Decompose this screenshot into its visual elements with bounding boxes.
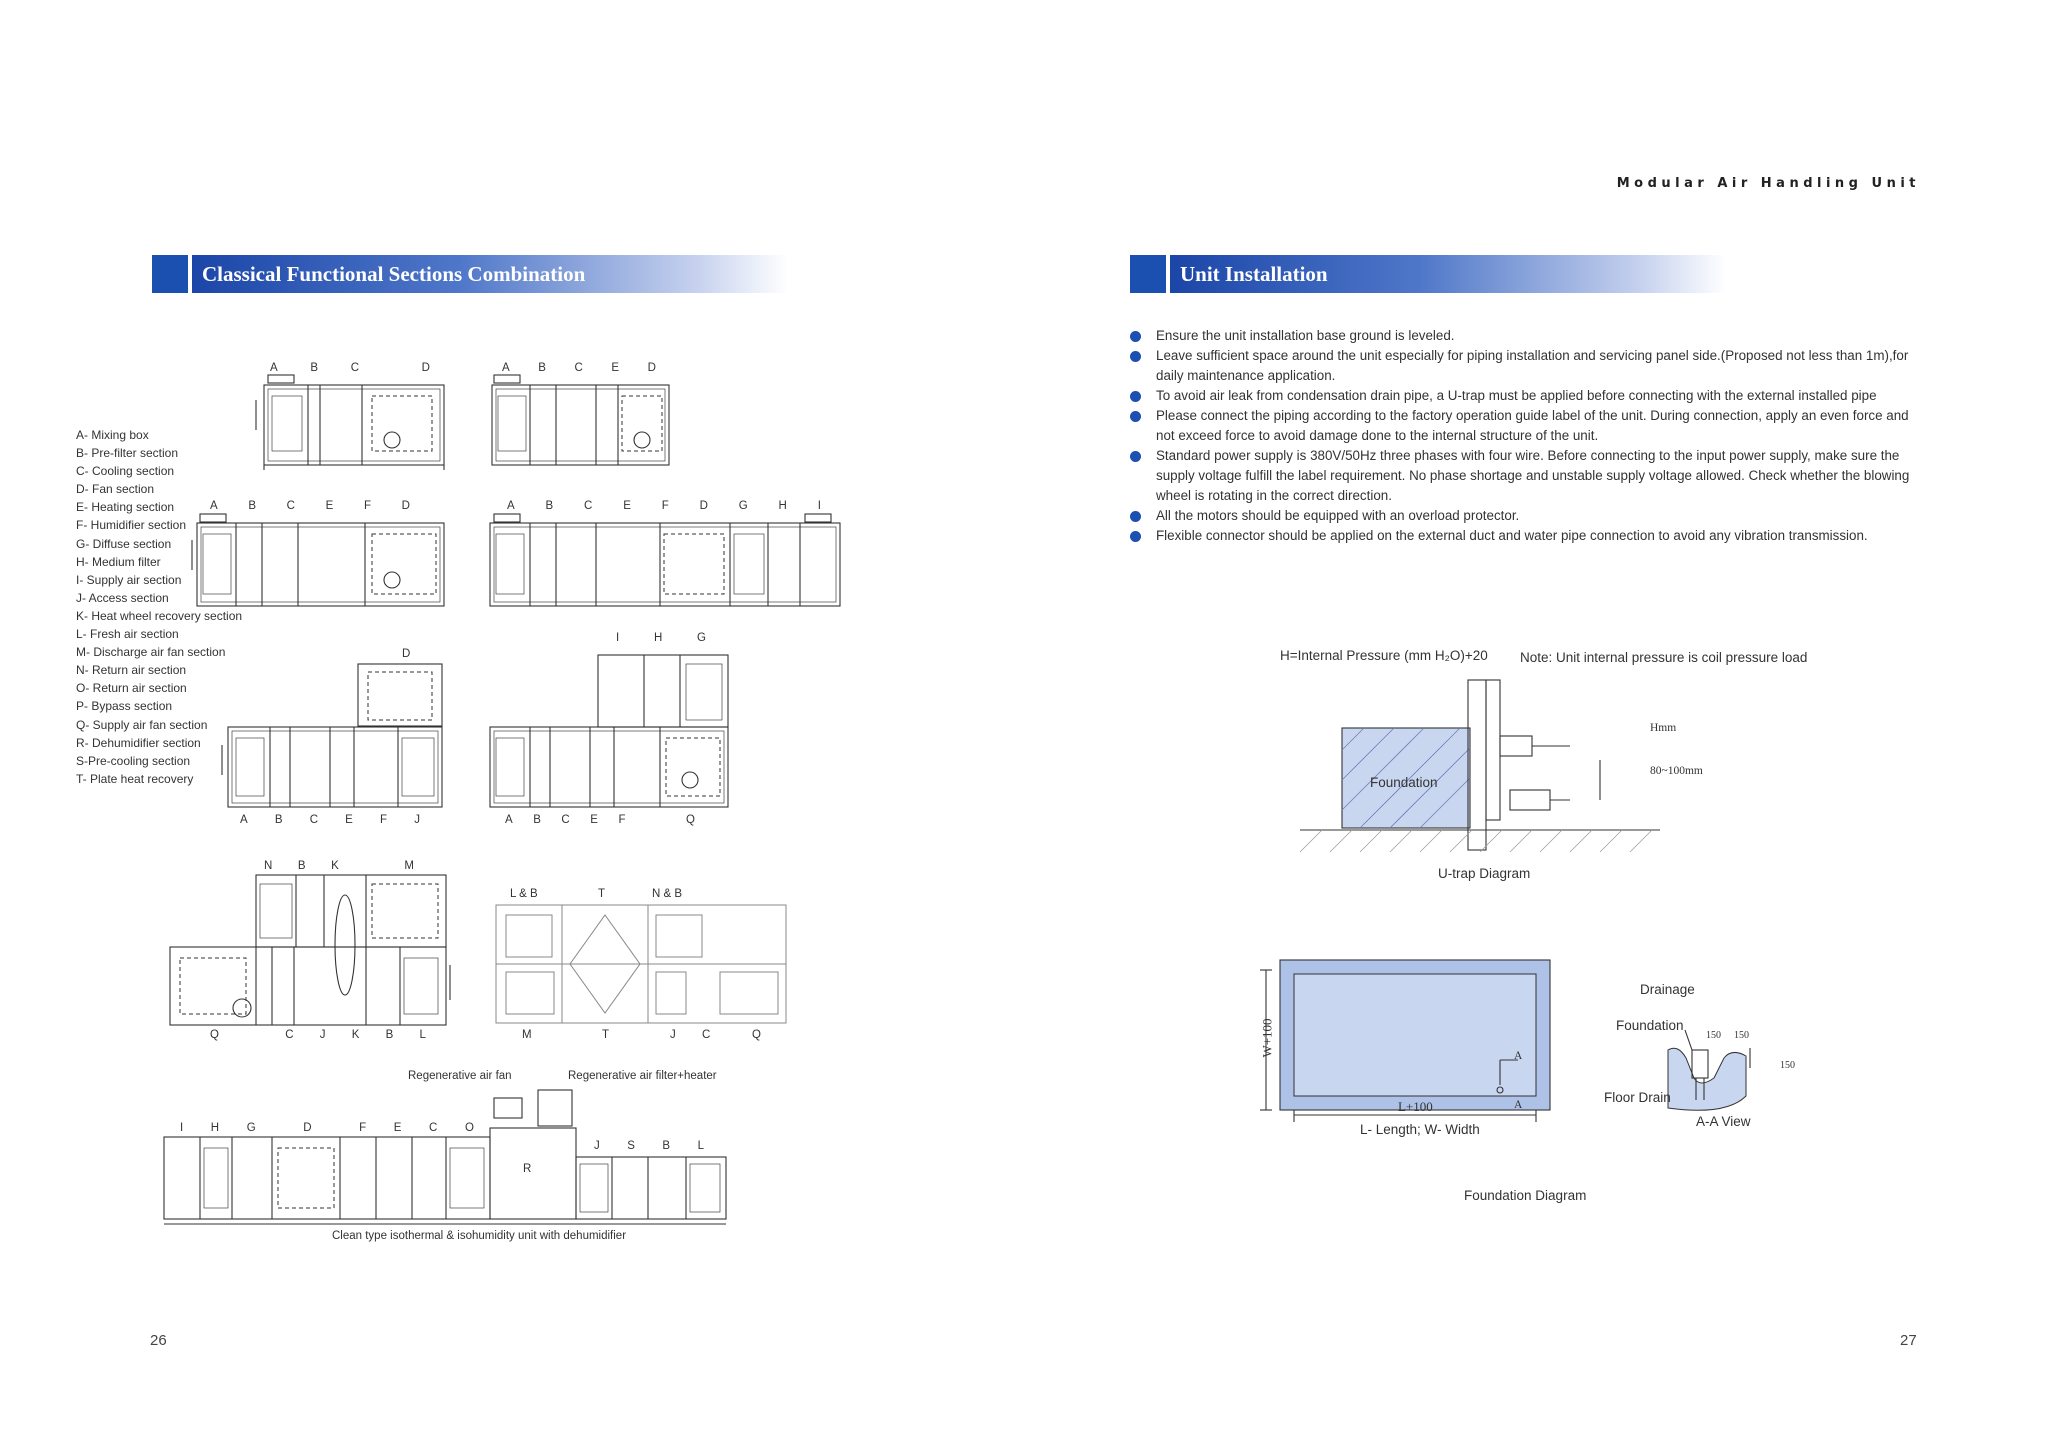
section-label: H <box>210 1122 220 1134</box>
dim-label: 150 <box>1706 1030 1721 1041</box>
dim-label: 150 <box>1734 1030 1749 1041</box>
bullet-item: To avoid air leak from condensation drain pipe, a U-trap must be applied before connecting with the external installed pipe <box>1130 386 1920 406</box>
bullet-item: Leave sufficient space around the unit especially for piping installation and servicing panel side.(Proposed not less than 1m),for daily maintenance application. <box>1130 346 1920 386</box>
legend-item: A- Mixing box <box>76 428 149 442</box>
page-number-left: 26 <box>150 1332 167 1349</box>
section-label: G <box>246 1122 256 1134</box>
section-label: I <box>180 1122 184 1134</box>
section-label: E <box>623 500 631 512</box>
section-label: I <box>616 632 620 644</box>
section-label: D <box>402 648 411 660</box>
section-label: M <box>404 860 414 872</box>
section-label: M <box>522 1029 532 1041</box>
section-label: E <box>345 814 353 826</box>
section-label: J <box>319 1029 326 1041</box>
utrap-note: Note: Unit internal pressure is coil pressure load <box>1520 650 1808 665</box>
bullet-item: Please connect the piping according to the factory operation guide label of the unit. During connection, apply an even force and not exceed force to avoid damage done to the internal structure of the unit. <box>1130 406 1920 446</box>
legend-item: F- Humidifier section <box>76 518 187 533</box>
unit-drawing-5 <box>222 664 442 807</box>
section-label: R <box>523 1163 532 1175</box>
utrap-foundation-label: Foundation <box>1370 775 1438 790</box>
section-label: H <box>653 632 663 644</box>
section-label: D <box>699 500 708 512</box>
unit-drawing-3 <box>192 514 444 606</box>
left-section-title: Classical Functional Sections Combination <box>192 255 788 293</box>
section-label: J <box>670 1029 676 1041</box>
legend-item: T- Plate heat recovery <box>76 771 194 786</box>
utrap-formula: H=Internal Pressure (mm H₂O)+20 <box>1280 648 1488 663</box>
section-label: A <box>210 500 218 512</box>
foundation-legend: L- Length; W- Width <box>1360 1122 1480 1137</box>
legend-item: K- Heat wheel recovery section <box>76 608 243 623</box>
section-label: Q <box>686 814 695 826</box>
section-label: B <box>662 1140 671 1152</box>
section-label: T <box>598 888 606 900</box>
section-label: N <box>264 860 273 872</box>
unit5-bottom-labels <box>240 814 420 826</box>
section-label: E <box>590 814 598 826</box>
bullet-item: Flexible connector should be applied on the external duct and water pipe connection to avoid any vibration transmission. <box>1130 526 1920 546</box>
section-label: F <box>359 1122 367 1134</box>
section-label: F <box>380 814 388 826</box>
section-label: B <box>310 362 319 374</box>
section-label: F <box>363 500 371 512</box>
section-label: B <box>538 362 546 374</box>
legend-item: N- Return air section <box>76 663 187 678</box>
section-label: E <box>393 1122 402 1134</box>
section-label: C <box>574 362 583 374</box>
legend-item: B- Pre-filter section <box>76 446 179 461</box>
legend-item: L- Fresh air section <box>76 627 179 642</box>
section-label: Q <box>210 1029 219 1041</box>
banner-square <box>1130 255 1166 293</box>
section-mark-top: A <box>1514 1050 1523 1062</box>
legend-item: J- Access section <box>76 590 169 605</box>
section-label: L <box>419 1029 426 1041</box>
legend-item: D- Fan section <box>76 482 155 497</box>
drainage-label: Drainage <box>1640 982 1695 997</box>
section-label: A <box>270 362 278 374</box>
unit-drawing-9 <box>164 1090 726 1224</box>
foundation-label: Foundation <box>1616 1018 1684 1033</box>
section-mark-bottom: A <box>1514 1099 1523 1111</box>
section-label: N & B <box>652 888 683 900</box>
unit6-bottom-labels <box>505 814 695 826</box>
unit9-right-labels <box>594 1140 704 1152</box>
aa-view-label: A-A View <box>1696 1114 1751 1129</box>
unit-drawing-1 <box>256 375 444 470</box>
section-label: G <box>738 500 748 512</box>
section-label: G <box>697 632 706 644</box>
section-label: L <box>697 1140 704 1152</box>
bullet-item: Ensure the unit installation base ground is leveled. <box>1130 326 1920 346</box>
unit4-labels <box>507 500 821 512</box>
unit-drawing-8 <box>496 905 786 1023</box>
unit7-top-labels <box>264 860 414 872</box>
section-label: B <box>385 1029 394 1041</box>
section-label: C <box>561 814 570 826</box>
unit-drawing-4 <box>490 514 840 606</box>
section-label: J <box>414 814 420 826</box>
dim-label: 150 <box>1780 1060 1795 1071</box>
legend-item: S-Pre-cooling section <box>76 753 191 768</box>
section-label: A <box>240 814 248 826</box>
section-label: D <box>421 362 430 374</box>
legend-item: E- Heating section <box>76 500 175 515</box>
unit-drawing-7 <box>170 875 450 1025</box>
section-label: A <box>507 500 515 512</box>
section-label: B <box>545 500 554 512</box>
section-label: Q <box>752 1029 761 1041</box>
section-label: C <box>286 500 295 512</box>
utrap-hmm: Hmm <box>1650 722 1677 734</box>
unit9-caption: Clean type isothermal & isohumidity unit with dehumidifier <box>332 1230 627 1242</box>
page-number-right: 27 <box>1900 1332 1917 1349</box>
legend-item: R- Dehumidifier section <box>76 735 201 750</box>
section-label: C <box>702 1029 711 1041</box>
legend-item: C- Cooling section <box>76 464 175 479</box>
section-label: L & B <box>510 888 538 900</box>
floor-drain-label: Floor Drain <box>1604 1090 1671 1105</box>
section-label: B <box>533 814 541 826</box>
installation-bullets <box>1130 326 1920 546</box>
section-label: K <box>351 1029 360 1041</box>
section-label: D <box>401 500 410 512</box>
section-label: J <box>594 1140 600 1152</box>
section-label: D <box>647 362 656 374</box>
section-label: C <box>429 1122 438 1134</box>
section-label: I <box>817 500 821 512</box>
right-section-title: Unit Installation <box>1170 255 1726 293</box>
bullet-item: All the motors should be equipped with an overload protector. <box>1130 506 1920 526</box>
section-label: E <box>325 500 334 512</box>
unit2-labels <box>502 362 656 374</box>
section-label: H <box>778 500 787 512</box>
legend-item: I- Supply air section <box>76 572 182 587</box>
unit1-labels <box>270 362 430 374</box>
section-label: C <box>285 1029 294 1041</box>
utrap-range: 80~100mm <box>1650 765 1703 777</box>
section-label: K <box>331 860 339 872</box>
section-label: A <box>505 814 513 826</box>
unit-drawing-6 <box>490 655 728 807</box>
section-label: A <box>502 362 510 374</box>
legend-item: M- Discharge air fan section <box>76 645 226 660</box>
legend-item: O- Return air section <box>76 681 187 696</box>
section-label: O <box>464 1122 474 1134</box>
section-label: C <box>584 500 593 512</box>
section-label: C <box>309 814 318 826</box>
utrap-diagram <box>1300 660 1680 870</box>
brand-title: Modular Air Handling Unit <box>1616 176 1920 191</box>
section-label: F <box>661 500 669 512</box>
section-label: T <box>602 1029 610 1041</box>
right-section-banner <box>1130 255 1726 293</box>
section-label: S <box>627 1140 635 1152</box>
unit6-top-labels <box>616 632 706 644</box>
section-label: B <box>274 814 283 826</box>
legend-item: H- Medium filter <box>76 554 161 569</box>
bullet-item: Standard power supply is 380V/50Hz three phases with four wire. Before connecting to the input power supply, make sure the supply voltage fulfill the label requirement. No phase shortage and unstable supply voltage allowed. Check whether the blowing wheel is rotating in the correct direction. <box>1130 446 1920 506</box>
unit7-bottom-labels <box>210 1029 426 1041</box>
legend-item: P- Bypass section <box>76 699 173 714</box>
foundation-caption: Foundation Diagram <box>1464 1188 1587 1203</box>
section-label: B <box>248 500 256 512</box>
section-label: E <box>611 362 620 374</box>
section-label: C <box>350 362 359 374</box>
section-label: B <box>297 860 306 872</box>
section-label: D <box>303 1122 312 1134</box>
foundation-width-label: W+100 <box>1259 1018 1275 1058</box>
regen-fan-label: Regenerative air fan <box>408 1070 512 1082</box>
section-label: F <box>618 814 626 826</box>
legend-item: G- Diffuse section <box>76 536 172 551</box>
unit3-labels <box>210 500 410 512</box>
unit-drawing-2 <box>492 375 669 465</box>
foundation-length-label: L+100 <box>1398 1099 1433 1114</box>
regen-filter-label: Regenerative air filter+heater <box>568 1070 717 1082</box>
unit9-top-labels <box>180 1122 474 1134</box>
legend-item: Q- Supply air fan section <box>76 717 208 732</box>
utrap-caption: U-trap Diagram <box>1438 866 1531 881</box>
